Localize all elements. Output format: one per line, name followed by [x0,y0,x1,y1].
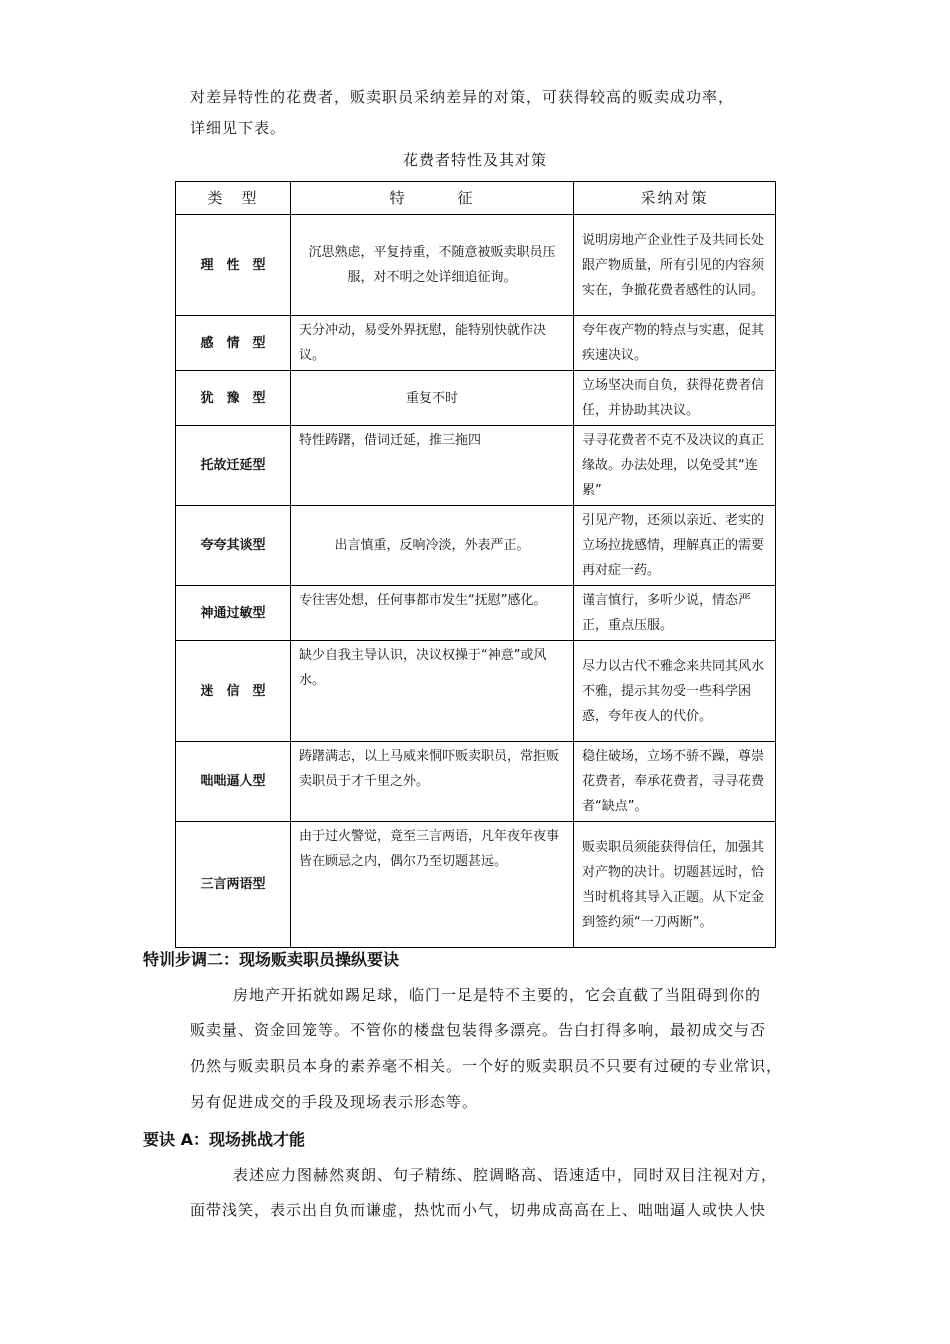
strategy-cell: 引见产物，还须以亲近、老实的立场拉拢感情，理解真正的需要再对症一药。 [574,506,776,586]
section2-paragraph-line-3: 仍然与贩卖职员本身的素养毫不相关。一个好的贩卖职员不只要有过硬的专业常识， [190,1057,783,1075]
strategy-cell: 尽力以古代不雅念来共同其风水不雅，提示其勿受一些科学困惑，夸年夜人的代价。 [574,641,776,742]
table-row [176,822,776,948]
section2-paragraph-line-4: 另有促进成交的手段及现场表示形态等。 [190,1093,479,1111]
feature-cell: 天分冲动，易受外界抚慰，能特别快就作决议。 [291,316,574,371]
type-cell: 神通过敏型 [176,586,291,641]
table-row [176,742,776,822]
header-strategy: 采纳对策 [574,182,776,215]
feature-cell: 踌躇满志，以上马威来恫吓贩卖职员，常拒贩卖职员于才千里之外。 [291,742,574,822]
table-row [176,215,776,316]
consumer-type-table [175,181,776,948]
type-cell: 理 性 型 [176,215,291,316]
intro-line-1: 对差异特性的花费者，贩卖职员采纳差异的对策，可获得较高的贩卖成功率， [190,88,735,106]
type-cell: 托故迁延型 [176,426,291,506]
feature-cell: 专往害处想，任何事都市发生“抚慰”感化。 [291,586,574,641]
header-feature: 特 征 [291,182,574,215]
table-row [176,371,776,426]
table-row [176,586,776,641]
type-cell: 夸夸其谈型 [176,506,291,586]
section2-paragraph-line-2: 贩卖量、资金回笼等。不管你的楼盘包装得多漂亮。告白打得多响，最初成交与否 [190,1021,767,1039]
strategy-cell: 寻寻花费者不克不及决议的真正缘故。办法处理，以免受其“连累” [574,426,776,506]
type-cell: 迷 信 型 [176,641,291,742]
intro-line-2: 详细见下表。 [190,119,287,137]
feature-cell: 特性踌躇，借词迁延，推三拖四 [291,426,574,506]
strategy-cell: 说明房地产企业性子及共同长处跟产物质量，所有引见的内容须实在，争撤花费者感性的认同。 [574,215,776,316]
feature-cell: 由于过火警觉，竟至三言两语，凡年夜年夜事皆在顾忌之内，偶尔乃至切题甚远。 [291,822,574,948]
type-cell: 咄咄逼人型 [176,742,291,822]
table-caption: 花费者特性及其对策 [402,151,547,169]
section-heading-tip-a: 要诀 A：现场挑战才能 [143,1130,305,1149]
strategy-cell: 立场坚决而自负，获得花费者信任，并协助其决议。 [574,371,776,426]
strategy-cell: 夸年夜产物的特点与实惠，促其疾速决议。 [574,316,776,371]
strategy-cell: 贩卖职员须能获得信任，加强其对产物的决计。切题甚远时，恰当时机将其导入正题。从下定金到签约须“一刀两断”。 [574,822,776,948]
table-row [176,641,776,742]
feature-cell: 重复不时 [291,371,574,426]
table-row [176,426,776,506]
type-cell: 感 情 型 [176,316,291,371]
feature-cell: 缺少自我主导认识，决议权操于“神意”或风水。 [291,641,574,742]
table-header-row [176,182,776,215]
strategy-cell: 谨言慎行，多听少说，情态严正，重点压服。 [574,586,776,641]
header-type: 类 型 [176,182,291,215]
section2-paragraph-line-1: 房地产开拓就如踢足球，临门一足是特不主要的，它会直截了当阻碍到你的 [233,986,762,1004]
type-cell: 三言两语型 [176,822,291,948]
type-cell: 犹 豫 型 [176,371,291,426]
table-row [176,316,776,371]
strategy-cell: 稳住破场，立场不骄不躁，尊崇花费者，奉承花费者，寻寻花费者“缺点”。 [574,742,776,822]
section3-paragraph-line-1: 表述应力图赫然爽朗、句子精练、腔调略高、语速适中，同时双目注视对方， [233,1166,778,1184]
feature-cell: 沉思熟虑，平复持重，不随意被贩卖职员压服，对不明之处详细追征询。 [291,215,574,316]
section3-paragraph-line-2: 面带浅笑，表示出自负而谦虚，热忱而小气，切弗成高高在上、咄咄逼人或快人快 [190,1201,767,1219]
feature-cell: 出言慎重，反响冷淡，外表严正。 [291,506,574,586]
section-heading-step-two: 特训步调二：现场贩卖职员操纵要诀 [143,950,400,969]
table-row [176,506,776,586]
